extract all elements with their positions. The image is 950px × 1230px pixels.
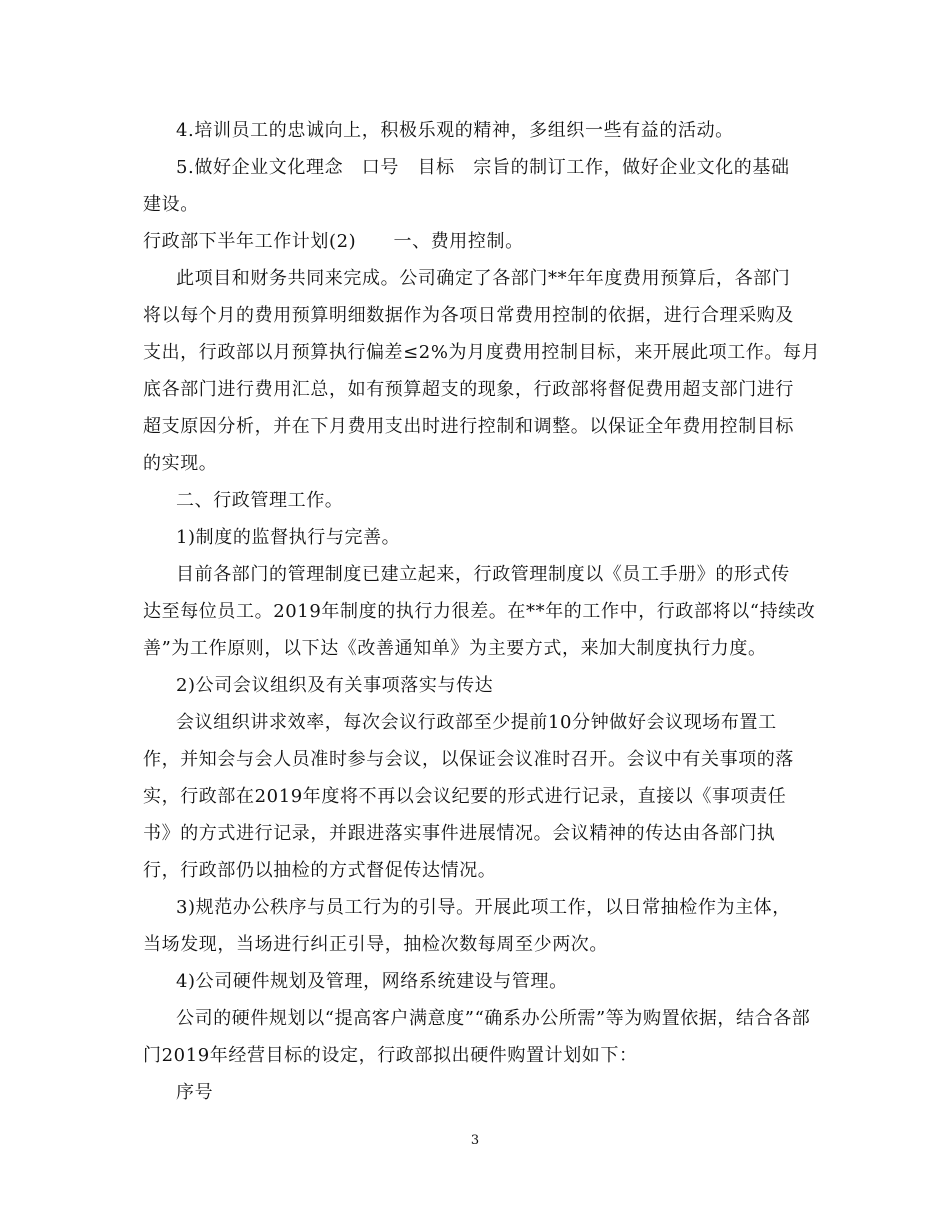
section-heading: 二、行政管理工作。 bbox=[176, 490, 344, 511]
text-line: 当场发现，当场进行纠正引导，抽检次数每周至少两次。 bbox=[143, 934, 608, 955]
text-line: 善”为工作原则，以下达《改善通知单》为主要方式，来加大制度执行力度。 bbox=[143, 638, 767, 659]
text-line: 作，并知会与会人员准时参与会议，以保证会议准时召开。会议中有关事项的落 bbox=[143, 749, 794, 770]
text-line: 4.培训员工的忠诚向上，积极乐观的精神，多组织一些有益的活动。 bbox=[176, 120, 734, 141]
text-line: 目前各部门的管理制度已建立起来，行政管理制度以《员工手册》的形式传 bbox=[176, 564, 790, 585]
text-line: 建设。 bbox=[143, 194, 199, 215]
text-line: 公司的硬件规划以“提高客户满意度”“确系办公所需”等为购置依据，结合各部 bbox=[176, 1008, 811, 1029]
section-heading: 行政部下半年工作计划(2) 一、费用控制。 bbox=[143, 231, 524, 252]
page-number: 3 bbox=[470, 1133, 480, 1148]
text-line: 实，行政部在2019年度将不再以会议纪要的形式进行记录，直接以《事项责任 bbox=[143, 786, 787, 807]
subsection-heading: 1)制度的监督执行与完善。 bbox=[176, 527, 401, 548]
subsection-heading: 4)公司硬件规划及管理，网络系统建设与管理。 bbox=[176, 971, 568, 992]
text-line: 底各部门进行费用汇总，如有预算超支的现象，行政部将督促费用超支部门进行 bbox=[143, 379, 794, 400]
text-line: 书》的方式进行记录，并跟进落实事件进展情况。会议精神的传达由各部门执 bbox=[143, 823, 776, 844]
table-header-label: 序号 bbox=[176, 1082, 214, 1103]
text-line: 3)规范办公秩序与员工行为的引导。开展此项工作，以日常抽检作为主体， bbox=[176, 897, 791, 918]
text-line: 的实现。 bbox=[143, 453, 218, 474]
text-line: 将以每个月的费用预算明细数据作为各项日常费用控制的依据，进行合理采购及 bbox=[143, 305, 794, 326]
subsection-heading: 2)公司会议组织及有关事项落实与传达 bbox=[176, 675, 494, 696]
text-line: 行，行政部仍以抽检的方式督促传达情况。 bbox=[143, 860, 497, 881]
text-line: 此项目和财务共同来完成。公司确定了各部门**年年度费用预算后，各部门 bbox=[176, 268, 791, 289]
text-line: 5.做好企业文化理念 口号 目标 宗旨的制订工作，做好企业文化的基础 bbox=[176, 157, 790, 178]
text-line: 超支原因分析，并在下月费用支出时进行控制和调整。以保证全年费用控制目标 bbox=[143, 416, 794, 437]
text-line: 达至每位员工。2019年制度的执行力很差。在**年的工作中，行政部将以“持续改 bbox=[143, 601, 816, 622]
text-line: 会议组织讲求效率，每次会议行政部至少提前10分钟做好会议现场布置工 bbox=[176, 712, 777, 733]
text-line: 门2019年经营目标的设定，行政部拟出硬件购置计划如下： bbox=[143, 1045, 638, 1066]
text-line: 支出，行政部以月预算执行偏差≤2%为月度费用控制目标，来开展此项工作。每月 bbox=[143, 342, 821, 363]
